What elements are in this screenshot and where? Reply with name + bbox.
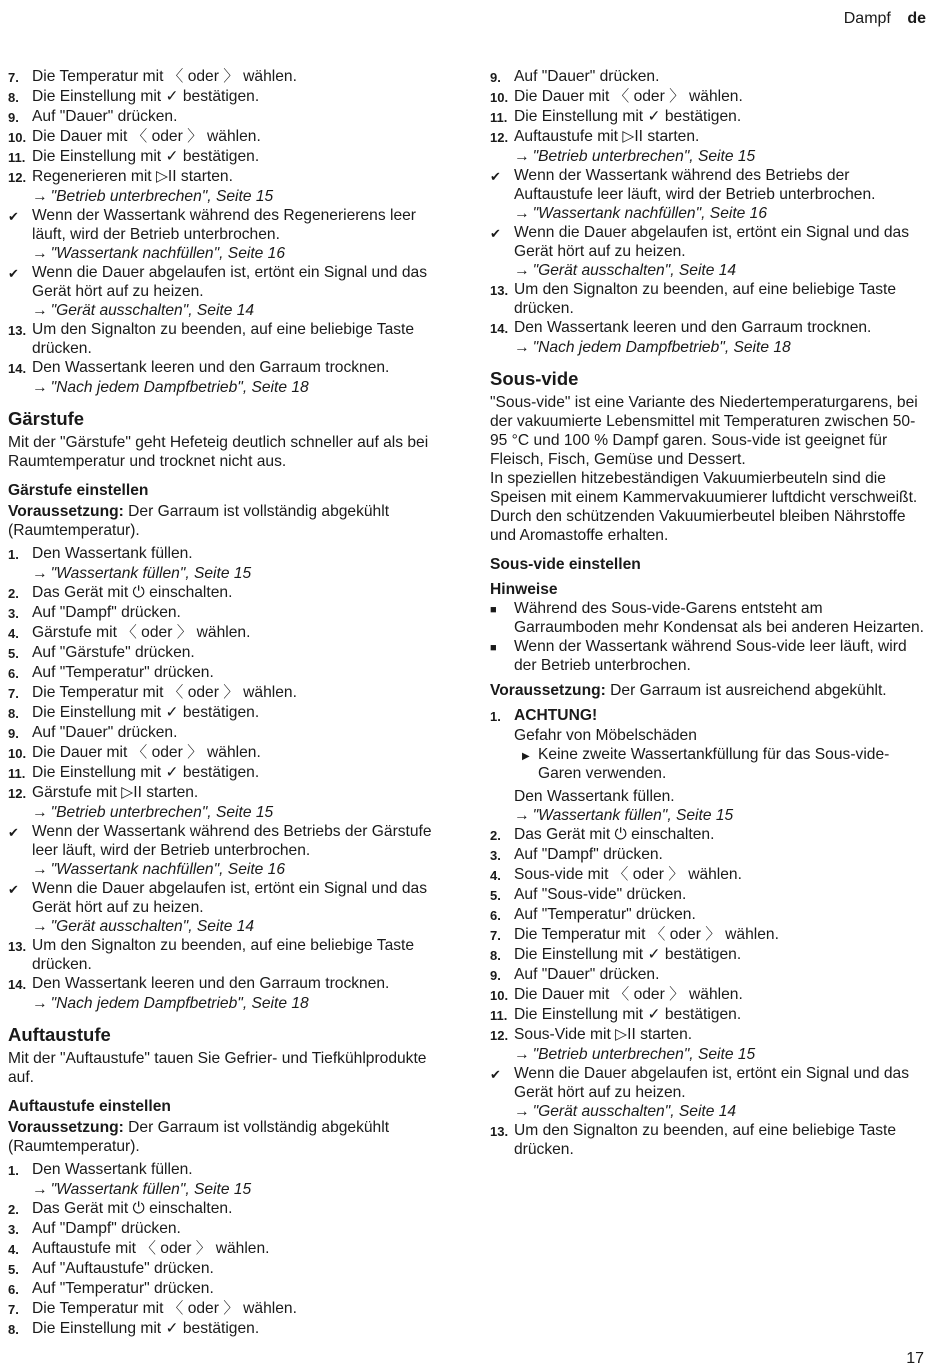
note-item	[490, 637, 930, 675]
step-item	[8, 1199, 448, 1219]
check-icon: ✔	[8, 209, 19, 224]
step-text: Die Einstellung mit ✓ bestätigen.	[32, 764, 260, 781]
step-item	[8, 663, 448, 683]
step-text: Auf "Dampf" drücken.	[32, 604, 181, 621]
cross-reference-link[interactable]	[8, 564, 448, 583]
step-item	[490, 706, 930, 726]
step-item	[490, 945, 930, 965]
step-item	[8, 167, 448, 187]
precondition-text: Der Garraum ist vollständig abgekühlt (Raumtemperatur).	[8, 1119, 390, 1155]
step-item	[8, 320, 448, 358]
precondition-label: Voraussetzung:	[8, 1119, 124, 1136]
step-text: Um den Signalton zu beenden, auf eine beliebige Taste drücken.	[32, 937, 415, 973]
step-number: 6.	[8, 666, 19, 681]
step-number: 4.	[490, 868, 501, 883]
check-icon: ✔	[8, 266, 19, 281]
step-text: Den Wassertank füllen.	[32, 545, 193, 562]
warning-text: Gefahr von Möbelschäden	[514, 727, 697, 744]
step-item	[490, 127, 930, 147]
step-text: Um den Signalton zu beenden, auf eine beliebige Taste drücken.	[32, 321, 415, 357]
step-number: 7.	[8, 686, 19, 701]
step-text: Die Dauer mit 〈 oder 〉 wählen.	[514, 88, 743, 105]
step-item	[8, 603, 448, 623]
step-number: 14.	[8, 977, 27, 992]
section-heading-gaerstufe: Gärstufe	[8, 408, 85, 429]
step-text: Regenerieren mit ▷II starten.	[32, 168, 233, 185]
step-item	[490, 885, 930, 905]
subsection-heading: Gärstufe einstellen	[8, 482, 149, 499]
step-number: 12.	[490, 130, 509, 145]
step-item	[490, 1025, 930, 1045]
step-number: 1.	[8, 1163, 19, 1178]
step-item	[8, 67, 448, 87]
step-item	[8, 544, 448, 564]
step-number: 6.	[490, 908, 501, 923]
arrow-icon: →	[514, 262, 530, 279]
reference-text: "Wassertank füllen", Seite 15	[50, 1181, 252, 1198]
reference-text: "Nach jedem Dampfbetrieb", Seite 18	[50, 379, 309, 396]
result-item	[8, 263, 448, 301]
step-text: Auf "Temperatur" drücken.	[32, 664, 214, 681]
step-text: Die Einstellung mit ✓ bestätigen.	[32, 704, 260, 721]
step-text: Auf "Temperatur" drücken.	[32, 1280, 214, 1297]
step-number: 2.	[490, 828, 501, 843]
result-item	[490, 166, 930, 204]
step-text: Auf "Dampf" drücken.	[514, 846, 663, 863]
step-number: 7.	[490, 928, 501, 943]
step-number: 12.	[8, 170, 27, 185]
result-item	[8, 822, 448, 860]
step-text: Die Dauer mit 〈 oder 〉 wählen.	[32, 744, 261, 761]
precondition	[8, 502, 448, 540]
step-text: Die Einstellung mit ✓ bestätigen.	[32, 88, 260, 105]
step-number: 10.	[490, 90, 509, 105]
step-number: 11.	[8, 766, 26, 781]
step-number: 9.	[490, 968, 501, 983]
arrow-icon: →	[32, 1181, 48, 1198]
step-number: 3.	[8, 606, 19, 621]
reference-text: "Gerät ausschalten", Seite 14	[532, 1103, 737, 1120]
step-item	[8, 1219, 448, 1239]
step-text: Die Einstellung mit ✓ bestätigen.	[514, 1006, 742, 1023]
precondition-label: Voraussetzung:	[8, 503, 124, 520]
result-item	[8, 206, 448, 244]
step-item	[490, 107, 930, 127]
step-text: Den Wassertank füllen.	[514, 788, 675, 805]
precondition-label: Voraussetzung:	[490, 682, 606, 699]
step-item	[490, 845, 930, 865]
precondition-text: Der Garraum ist vollständig abgekühlt (Raumtemperatur).	[8, 503, 390, 539]
step-number: 5.	[8, 1262, 19, 1277]
step-text: Die Einstellung mit ✓ bestätigen.	[514, 108, 742, 125]
step-number: 14.	[490, 321, 509, 336]
arrow-icon: →	[32, 918, 48, 935]
step-item	[490, 925, 930, 945]
result-text: Wenn die Dauer abgelaufen ist, ertönt ein Signal und das Gerät hört auf zu heizen.	[32, 264, 428, 300]
cross-reference-link[interactable]	[490, 806, 930, 825]
step-item	[8, 107, 448, 127]
result-text: Wenn die Dauer abgelaufen ist, ertönt ein Signal und das Gerät hört auf zu heizen.	[514, 1065, 910, 1101]
result-text: Wenn der Wassertank während des Betriebs der Gärstufe leer läuft, wird der Betrieb unterbrochen.	[32, 823, 432, 859]
step-text: Gärstufe mit ▷II starten.	[32, 784, 199, 801]
precondition	[8, 1118, 448, 1156]
step-number: 9.	[8, 110, 19, 125]
step-item	[490, 67, 930, 87]
step-number: 9.	[490, 70, 501, 85]
step-item	[8, 87, 448, 107]
note-item	[490, 599, 930, 637]
step-number: 12.	[490, 1028, 509, 1043]
arrow-icon: →	[32, 804, 48, 821]
step-number: 4.	[8, 626, 19, 641]
step-text: Auf "Dauer" drücken.	[32, 108, 178, 125]
cross-reference-link[interactable]	[8, 378, 448, 397]
step-number: 13.	[490, 1124, 509, 1139]
result-text: Wenn die Dauer abgelaufen ist, ertönt ein Signal und das Gerät hört auf zu heizen.	[514, 224, 910, 260]
step-number: 11.	[490, 1008, 508, 1023]
step-text: Den Wassertank füllen.	[32, 1161, 193, 1178]
step-number: 8.	[8, 1322, 19, 1337]
page-header	[844, 10, 926, 28]
step-text: Die Temperatur mit 〈 oder 〉 wählen.	[514, 926, 779, 943]
step-item	[8, 783, 448, 803]
step-text: Auf "Dauer" drücken.	[514, 966, 660, 983]
step-item	[8, 1259, 448, 1279]
precondition	[490, 681, 930, 700]
step-text: Um den Signalton zu beenden, auf eine beliebige Taste drücken.	[514, 1122, 897, 1158]
step-number: 13.	[490, 283, 509, 298]
cross-reference-link[interactable]	[490, 204, 930, 223]
reference-text: "Gerät ausschalten", Seite 14	[50, 302, 255, 319]
square-bullet-icon: ■	[490, 604, 497, 616]
step-number: 7.	[8, 70, 19, 85]
step-number: 8.	[490, 948, 501, 963]
arrow-icon: →	[514, 807, 530, 824]
step-text: Auftaustufe mit ▷II starten.	[514, 128, 700, 145]
result-text: Wenn der Wassertank während des Regenerierens leer läuft, wird der Betrieb unterbrochen.	[32, 207, 416, 243]
step-item	[490, 865, 930, 885]
step-text: Das Gerät mit ⏻ einschalten.	[514, 826, 715, 843]
step-item	[8, 1319, 448, 1339]
cross-reference-link[interactable]	[490, 338, 930, 357]
step-number: 9.	[8, 726, 19, 741]
step-text: Gärstufe mit 〈 oder 〉 wählen.	[32, 624, 251, 641]
check-icon: ✔	[490, 169, 501, 184]
arrow-icon: →	[514, 205, 530, 222]
step-text: Den Wassertank leeren und den Garraum trocknen.	[32, 975, 390, 992]
section-intro: Mit der "Auftaustufe" tauen Sie Gefrier- und Tiefkühlprodukte auf.	[8, 1050, 427, 1086]
step-number: 3.	[8, 1222, 19, 1237]
step-item	[8, 1239, 448, 1259]
arrow-icon: →	[514, 339, 530, 356]
reference-text: "Nach jedem Dampfbetrieb", Seite 18	[532, 339, 791, 356]
cross-reference-link[interactable]	[8, 301, 448, 320]
step-item	[8, 723, 448, 743]
step-text: Die Temperatur mit 〈 oder 〉 wählen.	[32, 1300, 297, 1317]
step-number: 10.	[8, 746, 27, 761]
step-item	[490, 1005, 930, 1025]
step-item	[490, 1121, 930, 1159]
result-text: Wenn der Wassertank während des Betriebs der Auftaustufe leer läuft, wird der Betrieb unterbrochen.	[514, 167, 876, 203]
step-text: Auf "Sous-vide" drücken.	[514, 886, 687, 903]
cross-reference-link[interactable]	[8, 187, 448, 206]
step-item	[8, 936, 448, 974]
reference-text: "Wassertank füllen", Seite 15	[532, 807, 734, 824]
step-text: Die Dauer mit 〈 oder 〉 wählen.	[514, 986, 743, 1003]
step-number: 5.	[490, 888, 501, 903]
step-number: 13.	[8, 939, 27, 954]
section-heading-sous-vide: Sous-vide	[490, 368, 579, 389]
step-number: 1.	[490, 709, 501, 724]
cross-reference-link[interactable]	[490, 261, 930, 280]
arrow-icon: →	[32, 245, 48, 262]
arrow-icon: →	[32, 302, 48, 319]
subsection-heading: Sous-vide einstellen	[490, 556, 641, 573]
step-item	[8, 683, 448, 703]
step-number: 10.	[8, 130, 27, 145]
step-text: Um den Signalton zu beenden, auf eine beliebige Taste drücken.	[514, 281, 897, 317]
reference-text: "Wassertank nachfüllen", Seite 16	[532, 205, 768, 222]
cross-reference-link[interactable]	[490, 147, 930, 166]
step-item	[8, 358, 448, 378]
step-text: Die Dauer mit 〈 oder 〉 wählen.	[32, 128, 261, 145]
step-text: Die Einstellung mit ✓ bestätigen.	[32, 1320, 260, 1337]
step-number: 11.	[490, 110, 508, 125]
page-number: 17	[906, 1350, 924, 1367]
step-number: 10.	[490, 988, 509, 1003]
section-intro-2: In speziellen hitzebeständigen Vakuumierbeuteln sind die Speisen mit einem Kammervakuumierer luftdicht verschweißt. Durch den schützenden Vakuumierbeutel bleiben Nährstoffe und Aromastoffe erhalten.	[490, 470, 918, 544]
check-icon: ✔	[8, 825, 19, 840]
step-item	[8, 1160, 448, 1180]
step-item	[490, 905, 930, 925]
cross-reference-link[interactable]	[8, 803, 448, 822]
language-code: de	[907, 10, 926, 27]
section-intro: "Sous-vide" ist eine Variante des Niedertemperaturgarens, bei der vakuumierte Lebensmittel mit Temperaturen zwischen 50-95 °C und 100 % Dampf garen. Sous-vide ist geeignet für Fleisch, Fisch, Gemüse und Dessert.	[490, 394, 918, 468]
triangle-bullet-icon: ▶	[522, 751, 530, 762]
step-text: Auf "Gärstufe" drücken.	[32, 644, 195, 661]
step-item	[8, 1299, 448, 1319]
result-item	[490, 1064, 930, 1102]
cross-reference-link[interactable]	[8, 994, 448, 1013]
step-item	[490, 965, 930, 985]
check-icon: ✔	[490, 226, 501, 241]
step-text: Die Temperatur mit 〈 oder 〉 wählen.	[32, 684, 297, 701]
step-item	[8, 583, 448, 603]
step-item	[8, 974, 448, 994]
step-text: Das Gerät mit ⏻ einschalten.	[32, 1200, 233, 1217]
step-text: Den Wassertank leeren und den Garraum trocknen.	[32, 359, 390, 376]
reference-text: "Gerät ausschalten", Seite 14	[50, 918, 255, 935]
step-text: Auf "Dampf" drücken.	[32, 1220, 181, 1237]
step-number: 3.	[490, 848, 501, 863]
step-text: Auf "Auftaustufe" drücken.	[32, 1260, 214, 1277]
step-number: 7.	[8, 1302, 19, 1317]
check-icon: ✔	[8, 882, 19, 897]
reference-text: "Betrieb unterbrechen", Seite 15	[50, 188, 274, 205]
step-number: 13.	[8, 323, 27, 338]
reference-text: "Nach jedem Dampfbetrieb", Seite 18	[50, 995, 309, 1012]
step-number: 12.	[8, 786, 27, 801]
step-item	[8, 147, 448, 167]
reference-text: "Wassertank nachfüllen", Seite 16	[50, 245, 286, 262]
step-item	[490, 87, 930, 107]
reference-text: "Betrieb unterbrechen", Seite 15	[532, 1046, 756, 1063]
arrow-icon: →	[32, 995, 48, 1012]
reference-text: "Wassertank nachfüllen", Seite 16	[50, 861, 286, 878]
cross-reference-link[interactable]	[8, 244, 448, 263]
result-item	[490, 223, 930, 261]
step-text: Auftaustufe mit 〈 oder 〉 wählen.	[32, 1240, 270, 1257]
step-number: 8.	[8, 90, 19, 105]
result-item	[8, 879, 448, 917]
step-number: 6.	[8, 1282, 19, 1297]
arrow-icon: →	[32, 188, 48, 205]
step-text: Sous-vide mit 〈 oder 〉 wählen.	[514, 866, 742, 883]
step-item	[490, 318, 930, 338]
step-text: Den Wassertank leeren und den Garraum trocknen.	[514, 319, 872, 336]
arrow-icon: →	[514, 1103, 530, 1120]
warning-action-text: Keine zweite Wassertankfüllung für das Sous-vide-Garen verwenden.	[538, 746, 890, 782]
step-text: Die Einstellung mit ✓ bestätigen.	[514, 946, 742, 963]
step-text: Sous-Vide mit ▷II starten.	[514, 1026, 693, 1043]
step-item	[8, 763, 448, 783]
arrow-icon: →	[514, 148, 530, 165]
step-text: Auf "Dauer" drücken.	[32, 724, 178, 741]
cross-reference-link[interactable]	[490, 1045, 930, 1064]
warning-heading: ACHTUNG!	[514, 707, 598, 724]
arrow-icon: →	[32, 565, 48, 582]
reference-text: "Betrieb unterbrechen", Seite 15	[50, 804, 274, 821]
reference-text: "Betrieb unterbrechen", Seite 15	[532, 148, 756, 165]
cross-reference-link[interactable]	[8, 860, 448, 879]
arrow-icon: →	[32, 861, 48, 878]
step-number: 1.	[8, 547, 19, 562]
step-item	[490, 825, 930, 845]
precondition-text: Der Garraum ist ausreichend abgekühlt.	[605, 682, 887, 699]
notes-heading: Hinweise	[490, 581, 558, 598]
section-heading-auftaustufe: Auftaustufe	[8, 1024, 111, 1045]
step-number: 11.	[8, 150, 26, 165]
cross-reference-link[interactable]	[8, 917, 448, 936]
result-text: Wenn die Dauer abgelaufen ist, ertönt ein Signal und das Gerät hört auf zu heizen.	[32, 880, 428, 916]
step-item	[490, 280, 930, 318]
step-number: 14.	[8, 361, 27, 376]
step-number: 8.	[8, 706, 19, 721]
step-text: Auf "Temperatur" drücken.	[514, 906, 696, 923]
left-column	[8, 67, 448, 1339]
step-item	[8, 623, 448, 643]
warning-action	[490, 745, 930, 783]
step-number: 4.	[8, 1242, 19, 1257]
reference-text: "Wassertank füllen", Seite 15	[50, 565, 252, 582]
arrow-icon: →	[32, 379, 48, 396]
step-number: 2.	[8, 586, 19, 601]
arrow-icon: →	[514, 1046, 530, 1063]
note-text: Wenn der Wassertank während Sous-vide leer läuft, wird der Betrieb unterbrochen.	[514, 638, 907, 674]
step-number: 5.	[8, 646, 19, 661]
step-item	[8, 743, 448, 763]
subsection-heading: Auftaustufe einstellen	[8, 1098, 171, 1115]
step-text: Die Temperatur mit 〈 oder 〉 wählen.	[32, 68, 297, 85]
reference-text: "Gerät ausschalten", Seite 14	[532, 262, 737, 279]
section-intro: Mit der "Gärstufe" geht Hefeteig deutlich schneller auf als bei Raumtemperatur und trocknet nicht aus.	[8, 434, 429, 470]
step-item	[490, 985, 930, 1005]
cross-reference-link[interactable]	[8, 1180, 448, 1199]
step-text: Die Einstellung mit ✓ bestätigen.	[32, 148, 260, 165]
step-number: 2.	[8, 1202, 19, 1217]
step-item	[8, 1279, 448, 1299]
step-item	[8, 703, 448, 723]
cross-reference-link[interactable]	[490, 1102, 930, 1121]
section-name: Dampf	[843, 10, 891, 27]
note-text: Während des Sous-vide-Garens entsteht am Garraumboden mehr Kondensat als bei anderen Heizarten.	[514, 600, 925, 636]
right-column	[490, 67, 930, 1159]
check-icon: ✔	[490, 1067, 501, 1082]
step-list	[8, 67, 448, 397]
step-text: Das Gerät mit ⏻ einschalten.	[32, 584, 233, 601]
step-item	[8, 643, 448, 663]
square-bullet-icon: ■	[490, 642, 497, 654]
step-text: Auf "Dauer" drücken.	[514, 68, 660, 85]
step-item	[8, 127, 448, 147]
